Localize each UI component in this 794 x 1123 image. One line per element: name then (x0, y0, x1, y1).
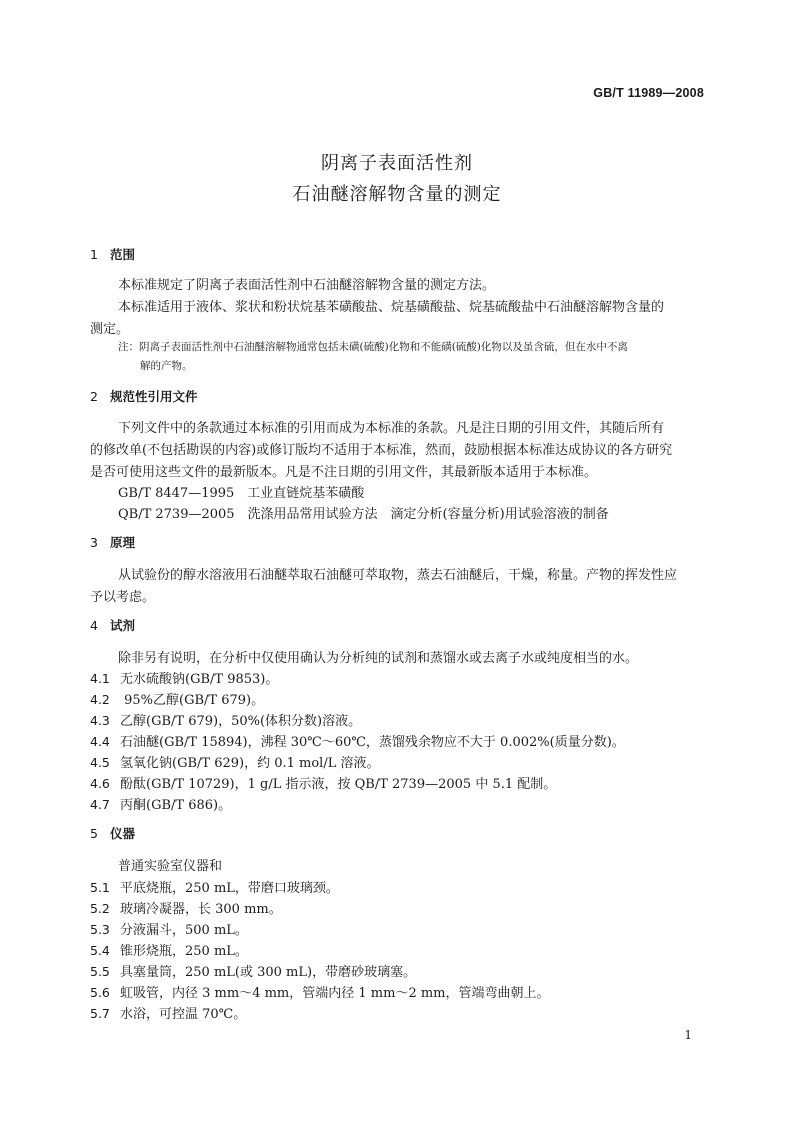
section-title: 试剂 (110, 618, 136, 633)
section-title: 规范性引用文件 (110, 389, 198, 404)
section-5-heading (90, 824, 135, 842)
item-number: 5.5 (90, 964, 110, 979)
item-text: 玻璃冷凝器，长 300 mm。 (120, 902, 282, 917)
paragraph: 除非另有说明，在分析中仅使用确认为分析纯的试剂和蒸馏水或去离子水或纯度相当的水。 (118, 651, 639, 666)
section-number: 2 (90, 389, 98, 404)
paragraph-continuation: 是否可使用这些文件的最新版本。凡是不注日期的引用文件，其最新版本适用于本标准。 (90, 465, 598, 480)
section-4-heading (90, 616, 135, 634)
item-text: 平底烧瓶，250 mL，带磨口玻璃颈。 (120, 881, 339, 896)
section-title: 仪器 (110, 826, 136, 841)
list-item (90, 773, 556, 792)
section-2-heading (90, 387, 198, 405)
item-text: 氢氧化钠(GB/T 629)，约 0.1 mol/L 溶液。 (120, 756, 380, 771)
section-3-heading (90, 533, 135, 551)
item-text: 锥形烧瓶，250 mL。 (120, 944, 248, 959)
section-number: 5 (90, 826, 98, 841)
item-number: 4.6 (90, 776, 110, 791)
item-number: 5.2 (90, 901, 110, 916)
list-item (90, 1003, 246, 1022)
standard-number: GB/T 11989—2008 (593, 86, 704, 100)
document-title-line2: 石油醚溶解物含量的测定 (292, 184, 502, 205)
section-title: 范围 (110, 247, 136, 262)
item-text: 丙酮(GB/T 686)。 (120, 798, 232, 813)
list-item (90, 982, 550, 1001)
list-item (90, 710, 361, 729)
paragraph-continuation: 测定。 (90, 322, 130, 337)
paragraph-continuation: 的修改单(不包括勘误的内容)或修订版均不适用于本标准，然而，鼓励根据本标准达成协议的各方研究 (90, 443, 673, 458)
list-item (90, 919, 248, 938)
item-number: 5.7 (90, 1006, 110, 1021)
item-number: 4.4 (90, 734, 110, 749)
paragraph: 本标准规定了阴离子表面活性剂中石油醚溶解物含量的测定方法。 (118, 278, 496, 293)
item-number: 4.5 (90, 755, 110, 770)
reference-2: QB/T 2739—2005 洗涤用品常用试验方法 滴定分析(容量分析)用试验溶液的制备 (118, 507, 609, 522)
item-number: 4.1 (90, 671, 110, 686)
page-number: 1 (684, 1028, 692, 1042)
list-item (90, 731, 625, 750)
paragraph-continuation: 予以考虑。 (90, 590, 156, 605)
item-number: 4.7 (90, 797, 110, 812)
item-text: 无水硫酸钠(GB/T 9853)。 (120, 672, 279, 687)
list-item (90, 689, 264, 708)
item-number: 5.6 (90, 985, 110, 1000)
section-1-heading (90, 245, 135, 263)
list-item (90, 752, 379, 771)
paragraph: 本标准适用于液体、浆状和粉状烷基苯磺酸盐、烷基磺酸盐、烷基硫酸盐中石油醚溶解物含量的 (118, 300, 665, 315)
list-item (90, 668, 278, 687)
note: 注：阴离子表面活性剂中石油醚溶解物通常包括未磺(硫酸)化物和不能磺(硫酸)化物以及虽含硫，但在水中不离 (118, 341, 628, 353)
list-item (90, 961, 416, 980)
list-item (90, 877, 339, 896)
note-continuation: 解的产物。 (140, 360, 193, 372)
item-number: 4.2 (90, 692, 110, 707)
item-text: 分液漏斗，500 mL。 (120, 923, 248, 938)
paragraph: 从试验份的醇水溶液用石油醚萃取石油醚可萃取物，蒸去石油醚后，干燥，称量。产物的挥发性应 (118, 568, 678, 583)
section-title: 原理 (110, 535, 136, 550)
section-number: 4 (90, 618, 98, 633)
section-number: 3 (90, 535, 98, 550)
item-text: 石油醚(GB/T 15894)，沸程 30℃～60℃，蒸馏残余物应不大于 0.002%(质量分数)。 (120, 735, 625, 750)
item-text: 虹吸管，内径 3 mm～4 mm，管端内径 1 mm～2 mm，管端弯曲朝上。 (120, 986, 550, 1001)
paragraph: 普通实验室仪器和 (118, 859, 223, 874)
item-number: 5.3 (90, 922, 110, 937)
list-item (90, 940, 248, 959)
list-item (90, 794, 231, 813)
item-text: 乙醇(GB/T 679)，50%(体积分数)溶液。 (120, 714, 362, 729)
list-item (90, 898, 282, 917)
item-text: 具塞量筒，250 mL(或 300 mL)，带磨砂玻璃塞。 (120, 965, 417, 980)
item-text: 95%乙醇(GB/T 679)。 (120, 693, 265, 708)
item-number: 4.3 (90, 713, 110, 728)
item-number: 5.1 (90, 880, 110, 895)
paragraph: 下列文件中的条款通过本标准的引用而成为本标准的条款。凡是注日期的引用文件，其随后所有 (118, 421, 665, 436)
document-title-line1: 阴离子表面活性剂 (321, 153, 473, 174)
section-number: 1 (90, 247, 98, 262)
item-number: 5.4 (90, 943, 110, 958)
item-text: 酚酞(GB/T 10729)，1 g/L 指示液，按 QB/T 2739—2005 中 5.1 配制。 (120, 777, 557, 792)
item-text: 水浴，可控温 70℃。 (120, 1007, 247, 1022)
reference-1: GB/T 8447—1995 工业直链烷基苯磺酸 (118, 486, 365, 501)
